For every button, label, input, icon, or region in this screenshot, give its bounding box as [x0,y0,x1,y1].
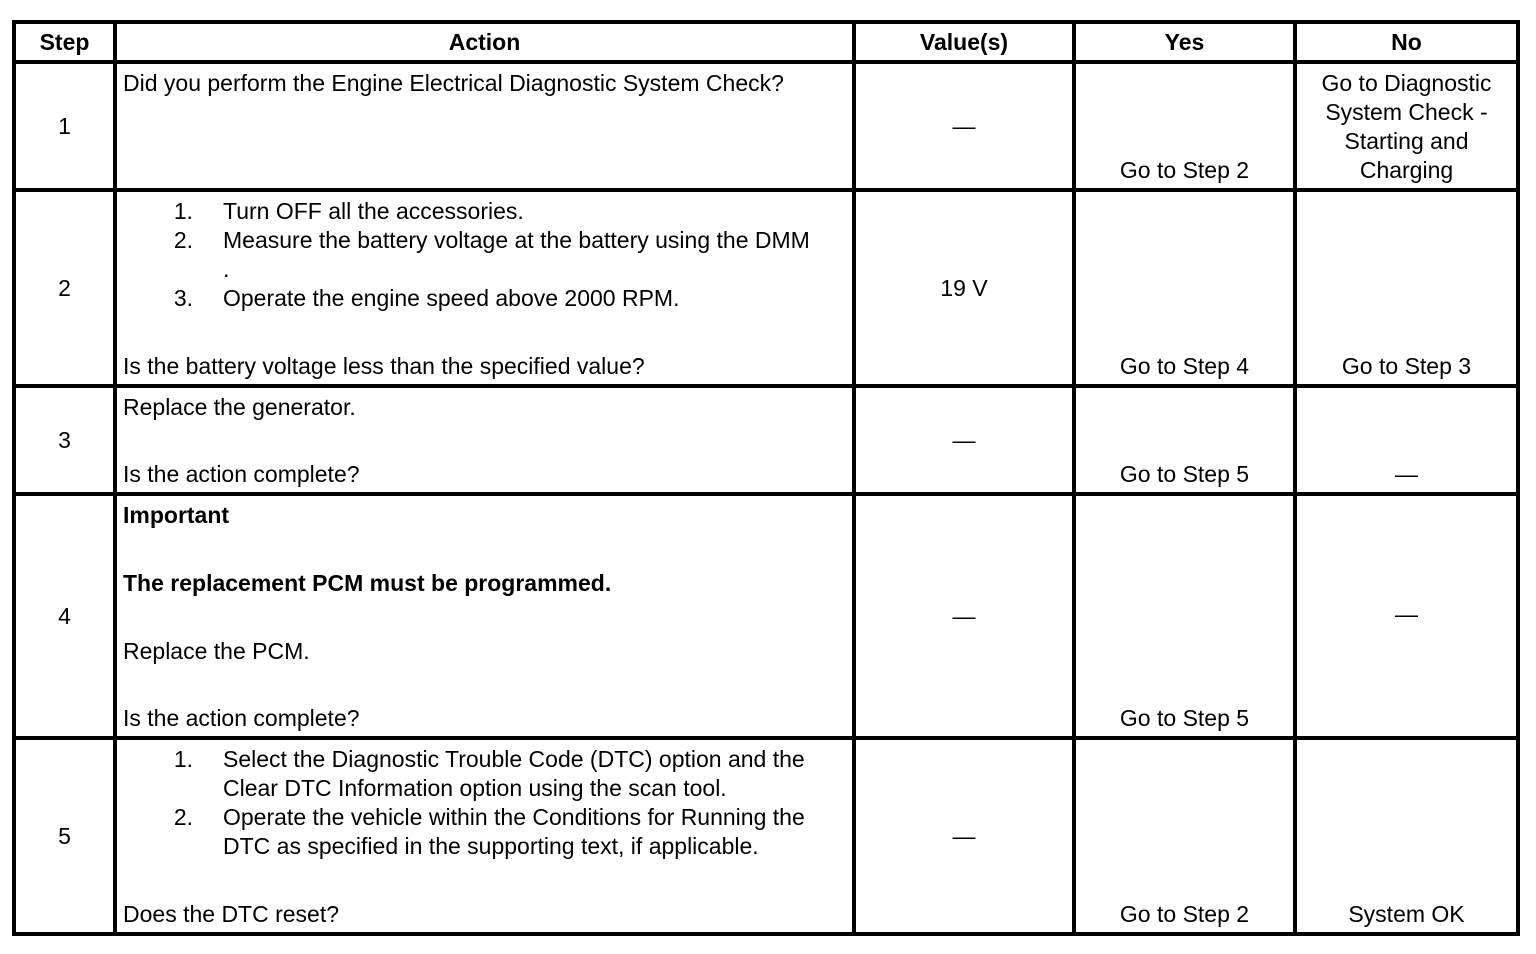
value-cell: — [854,494,1074,738]
no-cell: — [1295,494,1518,738]
no-text: Go to Diagnostic System Check - Starting and Charging [1321,70,1492,183]
action-cell [115,738,854,934]
no-cell [1295,62,1518,190]
action-cell [115,386,854,494]
no-cell: Go to Step 3 [1295,190,1518,386]
table-row [14,190,1518,386]
header-step: Step [14,22,115,62]
list-item: 2. Operate the vehicle within the Conditions for Running the DTC as specified in the supporting text, if applicable. [173,804,805,859]
header-yes: Yes [1074,22,1295,62]
question-text: Is the action complete? [123,705,360,731]
action-list [123,745,846,861]
question-text: Is the action complete? [123,461,360,487]
list-item: 1. Select the Diagnostic Trouble Code (DTC) option and the Clear DTC Information option using the scan tool. [173,746,805,801]
action-list [123,197,846,313]
value-cell: — [854,738,1074,934]
header-action: Action [115,22,854,62]
value-cell: — [854,62,1074,190]
list-item: 1. Turn OFF all the accessories. [173,198,524,224]
step-number: 2 [14,190,115,386]
step-number: 4 [14,494,115,738]
value-cell: — [854,386,1074,494]
question-text: Does the DTC reset? [123,901,340,927]
action-text: Replace the generator. [123,394,356,420]
header-values: Value(s) [854,22,1074,62]
step-number: 1 [14,62,115,190]
table-row [14,494,1518,738]
header-no: No [1295,22,1518,62]
question-text: Is the battery voltage less than the specified value? [123,353,645,379]
no-cell: System OK [1295,738,1518,934]
yes-cell: Go to Step 5 [1074,494,1295,738]
step-number: 3 [14,386,115,494]
step-number: 5 [14,738,115,934]
table-row [14,62,1518,190]
action-cell [115,62,854,190]
yes-cell: Go to Step 2 [1074,62,1295,190]
important-label: Important [123,502,230,528]
action-text: Replace the PCM. [123,638,310,664]
important-text: The replacement PCM must be programmed. [123,570,612,596]
action-cell [115,494,854,738]
diagnostic-table [12,20,1520,936]
list-item: 2. Measure the battery voltage at the battery using the DMM . [173,227,810,282]
yes-cell: Go to Step 2 [1074,738,1295,934]
no-cell: — [1295,386,1518,494]
list-item: 3. Operate the engine speed above 2000 RPM. [173,285,680,311]
value-cell: 19 V [854,190,1074,386]
action-cell [115,190,854,386]
header-row [14,22,1518,62]
action-text: Did you perform the Engine Electrical Diagnostic System Check? [123,70,784,96]
yes-cell: Go to Step 5 [1074,386,1295,494]
table-row [14,386,1518,494]
table-row [14,738,1518,934]
yes-cell: Go to Step 4 [1074,190,1295,386]
